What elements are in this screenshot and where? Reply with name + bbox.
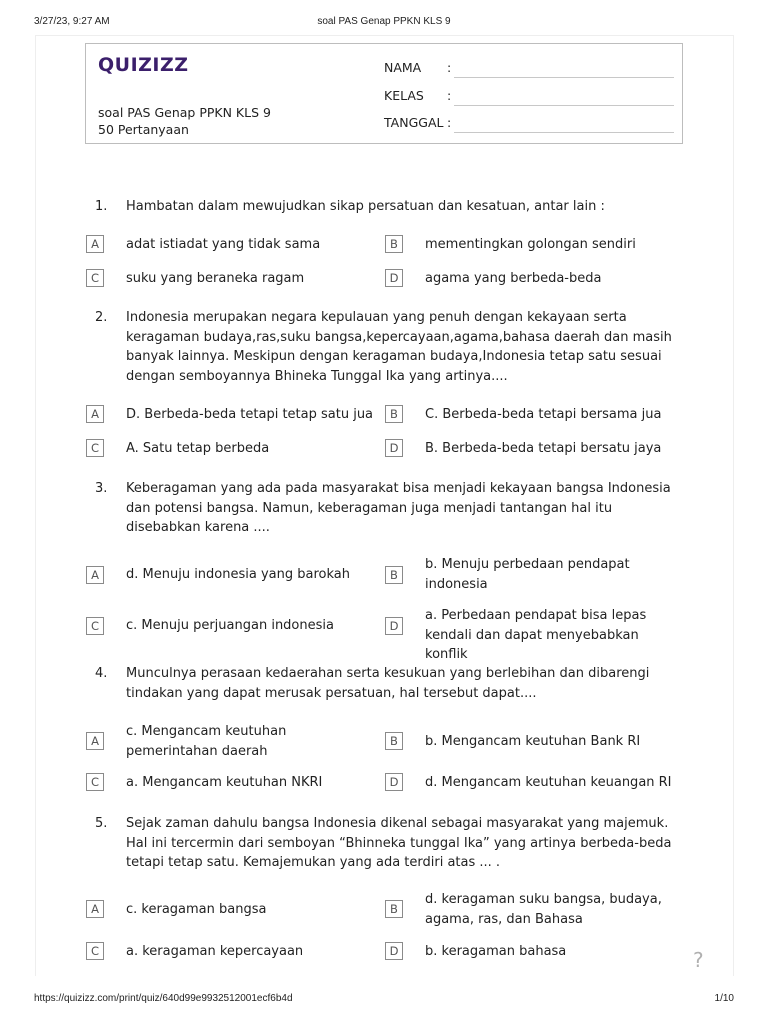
option-text: c. Menuju perjuangan indonesia	[126, 618, 334, 633]
question-count: 50 Pertanyaan	[98, 122, 189, 137]
name-field[interactable]	[384, 60, 674, 78]
quiz-title: soal PAS Genap PPKN KLS 9	[98, 105, 271, 120]
option-letter: A	[86, 732, 104, 750]
print-doc-title: soal PAS Genap PPKN KLS 9	[317, 16, 451, 27]
option-letter: A	[86, 566, 104, 584]
option-letter: D	[385, 439, 403, 457]
option-text: agama yang berbeda-beda	[425, 271, 602, 286]
class-colon: :	[447, 88, 452, 103]
help-icon[interactable]: ?	[693, 948, 704, 972]
option-letter: C	[86, 269, 104, 287]
option-letter: A	[86, 405, 104, 423]
option-letter: D	[385, 942, 403, 960]
quiz-header-box	[85, 43, 683, 144]
name-label: NAMA	[384, 60, 422, 75]
option-text: adat istiadat yang tidak sama	[126, 237, 321, 252]
print-header	[0, 16, 768, 30]
question-number: 1.	[95, 199, 108, 214]
name-colon: :	[447, 60, 452, 75]
question-text: Keberagaman yang ada pada masyarakat bisa menjadi kekayaan bangsa Indonesia dan potensi bangsa. Namun, keberagaman juga menjadi tantangan hal itu disebabkan karena ....	[126, 481, 671, 535]
question-text: Munculnya perasaan kedaerahan serta kesukuan yang berlebihan dan dibarengi tindakan yang dapat merusak persatuan, hal tersebut dapat....	[126, 666, 650, 701]
quizizz-logo: QUIZIZZ	[98, 54, 189, 76]
option-letter: B	[385, 732, 403, 750]
option-letter: D	[385, 773, 403, 791]
option-letter: B	[385, 235, 403, 253]
print-footer	[0, 993, 768, 1007]
option-letter: C	[86, 942, 104, 960]
class-line	[454, 105, 674, 106]
option-text: a. Perbedaan pendapat bisa lepas kendali dan dapat menyebabkan konflik	[425, 608, 647, 662]
option-text: suku yang beraneka ragam	[126, 271, 305, 286]
option-letter: B	[385, 405, 403, 423]
option-letter: A	[86, 235, 104, 253]
option-text: d. keragaman suku bangsa, budaya, agama, ras, dan Bahasa	[425, 892, 662, 927]
print-datetime: 3/27/23, 9:27 AM	[34, 16, 110, 27]
option-letter: C	[86, 617, 104, 635]
date-line	[454, 132, 674, 133]
option-text: a. Mengancam keutuhan NKRI	[126, 775, 323, 790]
option-text: d. Menuju indonesia yang barokah	[126, 567, 350, 582]
question-number: 5.	[95, 816, 108, 831]
option-text: mementingkan golongan sendiri	[425, 237, 636, 252]
class-label: KELAS	[384, 88, 424, 103]
option-letter: B	[385, 566, 403, 584]
option-text: C. Berbeda-beda tetapi bersama jua	[425, 407, 662, 422]
name-line	[454, 77, 674, 78]
option-text: A. Satu tetap berbeda	[126, 441, 270, 456]
class-field[interactable]	[384, 88, 674, 106]
question-number: 2.	[95, 310, 108, 325]
option-text: B. Berbeda-beda tetapi bersatu jaya	[425, 441, 662, 456]
option-text: c. keragaman bangsa	[126, 902, 267, 917]
option-letter: C	[86, 439, 104, 457]
option-text: a. keragaman kepercayaan	[126, 944, 304, 959]
question-text: Hambatan dalam mewujudkan sikap persatuan dan kesatuan, antar lain :	[126, 199, 605, 214]
option-letter: C	[86, 773, 104, 791]
date-field[interactable]	[384, 115, 674, 133]
option-letter: D	[385, 617, 403, 635]
page-number: 1/10	[714, 993, 734, 1004]
option-text: d. Mengancam keutuhan keuangan RI	[425, 775, 672, 790]
question-text: Indonesia merupakan negara kepulauan yang penuh dengan kekayaan serta keragaman budaya,ras,suku bangsa,kepercayaan,agama,bahasa daerah dan masih banyak lainnya. Meskipun dengan keragaman budaya,Indonesia tetap satu sesuai dengan semboyannya Bhineka Tunggal Ika yang artinya....	[126, 310, 672, 384]
question-number: 4.	[95, 666, 108, 681]
date-colon: :	[447, 115, 452, 130]
option-text: c. Mengancam keutuhan pemerintahan daerah	[126, 724, 287, 759]
option-text: b. Mengancam keutuhan Bank RI	[425, 734, 641, 749]
option-letter: D	[385, 269, 403, 287]
option-text: b. Menuju perbedaan pendapat indonesia	[425, 557, 630, 592]
print-url: https://quizizz.com/print/quiz/640d99e9932512001ecf6b4d	[34, 993, 293, 1004]
option-letter: A	[86, 900, 104, 918]
option-letter: B	[385, 900, 403, 918]
option-text: D. Berbeda-beda tetapi tetap satu jua	[126, 407, 374, 422]
question-number: 3.	[95, 481, 108, 496]
date-label: TANGGAL	[384, 115, 444, 130]
option-text: b. keragaman bahasa	[425, 944, 567, 959]
question-text: Sejak zaman dahulu bangsa Indonesia dikenal sebagai masyarakat yang majemuk. Hal ini tercermin dari semboyan “Bhinneka tunggal Ika” yang artinya berbeda-beda tetapi tetap satu. Kemajemukan yang ada terdiri atas ... .	[126, 816, 672, 870]
